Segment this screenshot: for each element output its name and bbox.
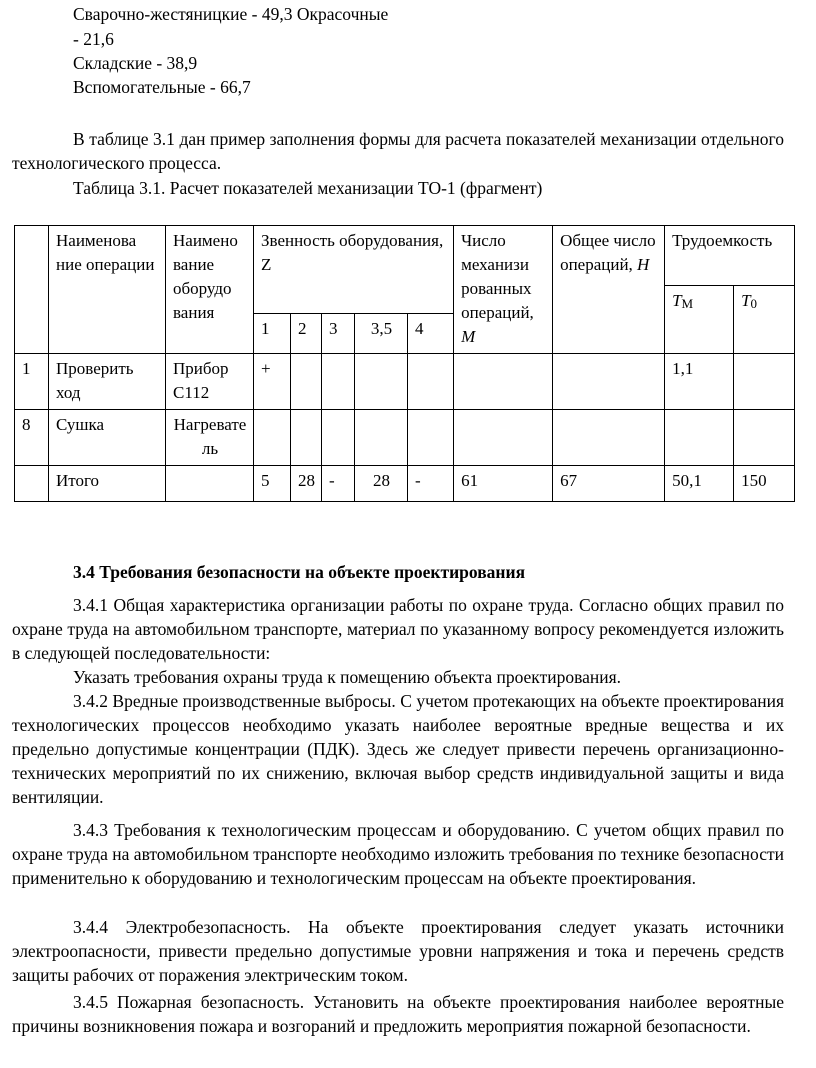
header-num-cell: [15, 226, 49, 354]
row-operation: Проверить ход: [49, 354, 166, 410]
row-total: [553, 354, 665, 410]
row-operation: Итого: [49, 466, 166, 502]
header-mech-ops-text: Число механизи рованных операций,: [461, 231, 534, 322]
row-z: 5: [254, 466, 291, 502]
paragraph-3-4-5: 3.4.5 Пожарная безопасность. Установить на объекте проектирования наиболее вероятные причины возникновения пожара и возгораний и предложить мероприятия пожарной безопасности.: [12, 992, 784, 1036]
header-labor: Трудоемкость: [665, 226, 795, 286]
header-t0: [734, 286, 795, 354]
paragraph-3-4-2: 3.4.2 Вредные производственные выбросы. С учетом протекающих на объекте проектирования технологических процессов необходимо указать наиболее вероятные вредные вещества и их предельно допустимые концентрации (ПДК). Здесь же следует привести перечень организационно-технических мероприятий по их снижению, включая выбор средств индивидуальной защиты и вида вентиляции.: [12, 691, 784, 807]
header-mech-ops-symbol: М: [461, 327, 476, 346]
row-equipment: [166, 466, 254, 502]
row-equipment: Прибор С112: [166, 354, 254, 410]
z-level: 2: [291, 314, 322, 354]
row-z: 28: [355, 466, 408, 502]
row-z: [291, 410, 322, 466]
row-tm: [665, 410, 734, 466]
row-mech: 61: [454, 466, 553, 502]
header-mech-ops: [454, 226, 553, 354]
paragraph-3-4-4: 3.4.4 Электробезопасность. На объекте проектирования следует указать источники электроопасности, привести предельно допустимые уровни напряжения и тока и перечень средств защиты рабочих от поражения электрическим током.: [12, 917, 784, 985]
row-z: [291, 354, 322, 410]
row-z: [355, 410, 408, 466]
row-z: [322, 354, 355, 410]
header-total-ops: [553, 226, 665, 354]
header-equipment: Наимено вание оборудо вания: [166, 226, 254, 354]
z-level: 1: [254, 314, 291, 354]
paragraph-3-4-1: 3.4.1 Общая характеристика организации работы по охране труда. Согласно общих правил по охране труда на автомобильном транспорте, материал по указанному вопросу рекомендуется изложить в следующей последовательности:: [12, 595, 784, 663]
intro-line-3: Складские - 38,9: [73, 53, 198, 73]
header-tm-sub: М: [681, 296, 694, 311]
header-t0-symbol: Т: [741, 291, 751, 310]
row-t0: [734, 410, 795, 466]
z-level: 4: [408, 314, 454, 354]
row-equipment: Нагревате ль: [166, 410, 254, 466]
header-tm: [665, 286, 734, 354]
row-tm: 1,1: [665, 354, 734, 410]
row-z: 28: [291, 466, 322, 502]
z-level: 3,5: [355, 314, 408, 354]
row-z: +: [254, 354, 291, 410]
intro-line-2: - 21,6: [73, 29, 114, 49]
row-z: [254, 410, 291, 466]
row-mech: [454, 354, 553, 410]
row-mech: [454, 410, 553, 466]
header-t0-sub: 0: [750, 296, 758, 311]
row-tm: 50,1: [665, 466, 734, 502]
row-total: 67: [553, 466, 665, 502]
row-z: -: [408, 466, 454, 502]
table-row: [15, 354, 795, 410]
table-row-total: [15, 466, 795, 502]
row-t0: [734, 354, 795, 410]
z-level: 3: [322, 314, 355, 354]
row-total: [553, 410, 665, 466]
paragraph-requirements: Указать требования охраны труда к помещению объекта проектирования.: [73, 667, 622, 687]
paragraph-3-4-3: 3.4.3 Требования к технологическим процессам и оборудованию. С учетом общих правил по охране труда на автомобильном транспорте необходимо изложить требования по технике безопасности применительно к оборудованию и технологическим процессам на объекте проектирования.: [12, 820, 784, 888]
header-zvennost: Звенность оборудования, Z: [254, 226, 454, 314]
row-z: -: [322, 466, 355, 502]
mechanization-table: [14, 225, 795, 502]
row-z: [408, 354, 454, 410]
table-header-row-1: [15, 226, 795, 286]
row-t0: 150: [734, 466, 795, 502]
header-operation: Наименова ние операции: [49, 226, 166, 354]
header-tm-symbol: Т: [672, 291, 682, 310]
table-row: [15, 410, 795, 466]
intro-line-1: Сварочно-жестяницкие - 49,3 Окрасочные: [73, 4, 389, 24]
section-heading: 3.4 Требования безопасности на объекте проектирования: [73, 562, 526, 582]
paragraph-intro: В таблице 3.1 дан пример заполнения формы для расчета показателей механизации отдельного технологического процесса.: [12, 129, 784, 173]
row-operation: Сушка: [49, 410, 166, 466]
row-num: 1: [15, 354, 49, 410]
intro-line-4: Вспомогательные - 66,7: [73, 77, 251, 97]
row-z: [355, 354, 408, 410]
row-z: [408, 410, 454, 466]
table-caption: Таблица 3.1. Расчет показателей механизации ТО-1 (фрагмент): [73, 178, 543, 198]
header-total-ops-symbol: Н: [637, 255, 650, 274]
row-num: [15, 466, 49, 502]
header-total-ops-text: Общее число операций,: [560, 231, 656, 274]
row-num: 8: [15, 410, 49, 466]
row-z: [322, 410, 355, 466]
